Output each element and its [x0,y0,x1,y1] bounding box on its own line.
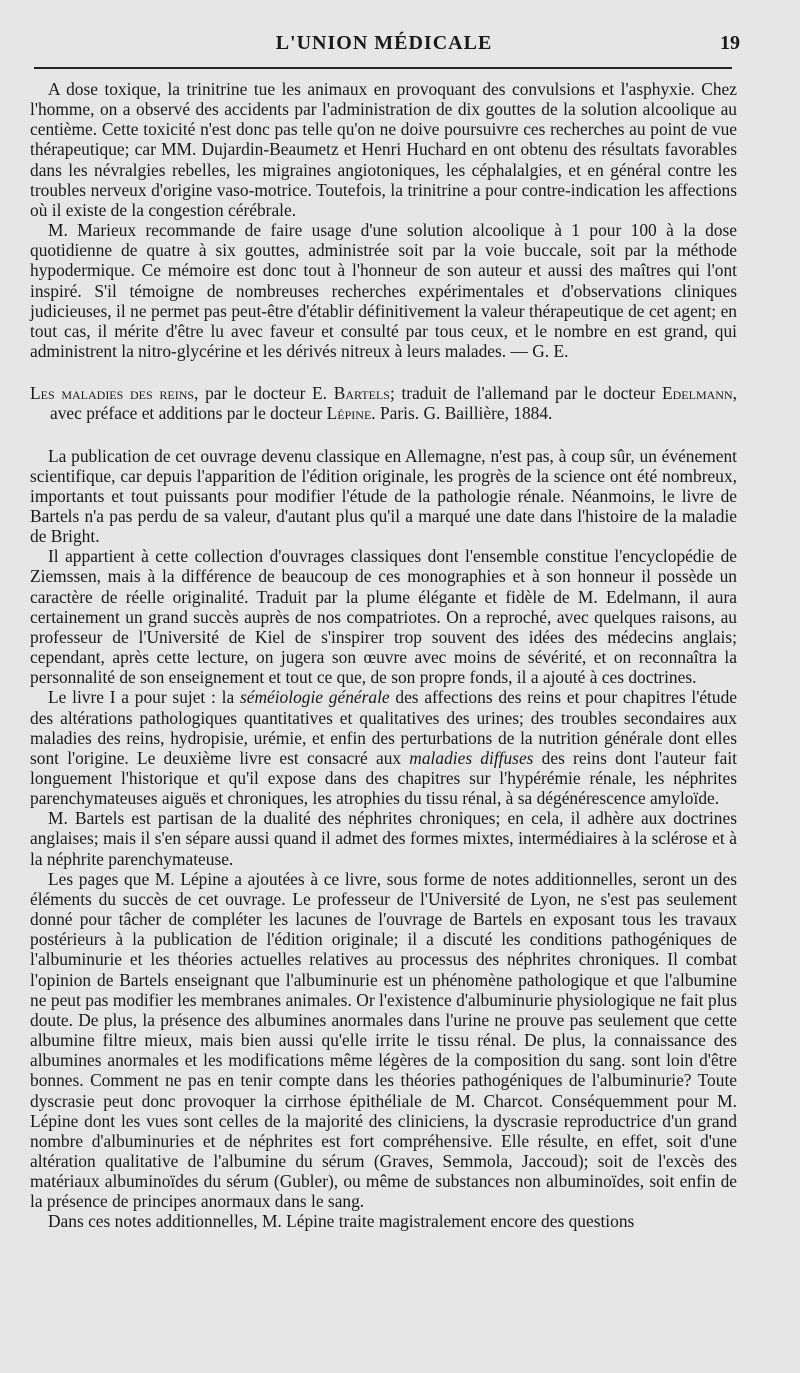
running-header [30,30,738,60]
paragraph-publication: La publication de cet ouvrage devenu classique en Allemagne, n'est pas, à coup sûr, un événement scientifique, car depuis l'apparition de l'édition originale, les progrès de la science ont été nombreux, importants et tout puissants pour modifier l'étude de la pathologie rénale. Néanmoins, le livre de Bartels n'a pas perdu de sa valeur, d'autant plus qu'il a marqué une date dans l'histoire de la maladie de Bright. [30,445,737,547]
text-run: des reins dont l'auteur fait longuement l'historique et qu'il expose dans des chapitres sur l'hypérémie rénale, les néphrites parenchymateuses aiguës et chroniques, les atrophies du tissu rénal, à sa dégénérescence amyloïde. [30,747,737,809]
review-translator: Edelmann [662,383,733,404]
review-lepine: Lépine [326,403,372,424]
header-rule [34,67,732,69]
review-publisher: . Paris. G. Baillière, 1884. [371,403,553,424]
text-run: Le livre I a pour sujet : la [48,687,240,708]
paragraph-bartels-dualite: M. Bartels est partisan de la dualité des néphrites chroniques; en cela, il adhère aux doctrines anglaises; mais il s'en sépare aussi quand il admet des formes mixtes, intermédiaires à la sclérose et à la néphrite parenchymateuse. [30,808,737,869]
text-run: des affections des reins et pour chapitres l'étude des altérations pathologiques quantitatives et qualitatives des urines; des troubles secondaires aux maladies des reins, hydropisie, urémie, et enfin des perturbations de la nutrition générale dont elles sont l'origine. Le deuxième livre est consacré aux [30,687,737,768]
paragraph-toxicity: A dose toxique, la trinitrine tue les animaux en provoquant des convulsions et l'asphyxie. Chez l'homme, on a observé des accidents par l'administration de dix gouttes de la solution alcoolique au centième. Cette toxicité n'est donc pas telle qu'on ne doive poursuivre ces recherches au point de vue thérapeutique; car MM. Dujardin-Beaumetz et Henri Huchard en ont obtenu des résultats favorables dans les névralgies rebelles, les migraines angiotoniques, les céphalalgies, et en général contre les troubles nerveux d'origine vaso-motrice. Toutefois, la trinitrine a pour contre-indication les affections où il existe de la congestion cérébrale. [30,79,737,220]
review-heading [30,383,737,423]
paragraph-marieux: M. Marieux recommande de faire usage d'une solution alcoolique à 1 pour 100 à la dose quotidienne de quatre à six gouttes, administrée soit par la voie buccale, soit par la méthode hypodermique. Ce mémoire est donc tout à l'honneur de son auteur et aussi des maîtres qui l'ont inspiré. S'il témoigne de nombreuses recherches expérimentales et d'observations cliniques judicieuses, il ne permet pas peut-être d'établir définitivement la valeur thérapeutique de cet agent; en tout cas, il mérite d'être lu avec faveur et consulté par tous ceux, et le nombre en est grand, qui administrent la nitro-glycérine et les dérivés nitreux à leurs malades. — G. E. [30,220,737,362]
italic-term: maladies diffuses [409,747,534,768]
review-preface: , avec préface et additions par le docteur [50,383,737,424]
paragraph-lepine-notes: Les pages que M. Lépine a ajoutées à ce livre, sous forme de notes additionnelles, seront un des éléments du succès de cet ouvrage. Le professeur de l'Université de Lyon, ne s'est pas seulement donné pour tâcher de compléter les lacunes de l'ouvrage de Bartels en exposant tous les travaux postérieurs à la publication de l'édition originale; il a discuté les conditions pathogéniques de l'albuminurie et les théories actuelles relatives au processus des néphrites chroniques. Il combat l'opinion de Bartels enseignant que l'albuminurie est un phénomène pathologique et que l'albumine ne peut pas modifier les membranes animales. Or l'existence d'albuminurie physiologique ne fait plus doute. De plus, la présence des albumines anormales dans l'urine ne prouve pas seulement que cette albumine filtre mieux, mais bien aussi qu'elle irrite le tissu rénal. De plus, la connaissance des albumines anormales et les modifications même légères de la composition du sang. sont loin d'être bonnes. Comment ne pas en tenir compte dans les théories pathogéniques de l'albuminurie? Toute dyscrasie peut donc provoquer la cirrhose épithéliale de M. Charcot. Conséquemment pour M. Lépine dont les vues sont celles de la majorité des cliniciens, la dyscrasie reproductrice d'un grand nombre d'albuminuries et de néphrites est fort compréhensive. Elle résulte, en effet, soit d'une altération qualitative de l'albumine du sérum (Graves, Semmola, Jaccoud); soit de l'excès des matériaux albuminoïdes du sérum (Gubler), ou même de substances non albuminoïdes, soit enfin de la présence de principes anormaux dans le sang. [30,868,737,1212]
article-body [30,79,737,1232]
review-book-title: Les maladies des reins [30,383,195,404]
paragraph-collection: Il appartient à cette collection d'ouvrages classiques dont l'ensemble constitue l'encyclopédie de Ziemssen, mais à la différence de beaucoup de ces monographies et à son honneur il possède un caractère de réelle originalité. Traduit par la plume élégante et fidèle de M. Edelmann, il aura certainement un grand succès auprès de nos compatriotes. On a reproché, avec quelques raisons, au professeur de l'Université de Kiel de s'inspirer trop souvent des idées des médecins anglais; cependant, après cette lecture, on jugera son œuvre avec moins de sévérité, et on reconnaîtra la personnalité de son enseignement et tout ce que, de son propre fonds, il a ajouté à ces doctrines. [30,546,737,688]
italic-term: séméiologie générale [239,687,390,708]
page-number: 19 [720,32,740,54]
journal-title: L'UNION MÉDICALE [275,32,493,54]
paragraph-final: Dans ces notes additionnelles, M. Lépine traite magistralement encore des questions [48,1211,635,1232]
review-author: Bartels [333,383,390,404]
paragraph-book-one [30,687,737,808]
review-translated: ; traduit de l'allemand par le docteur [389,383,663,404]
review-by: , par le docteur E. [194,383,334,404]
